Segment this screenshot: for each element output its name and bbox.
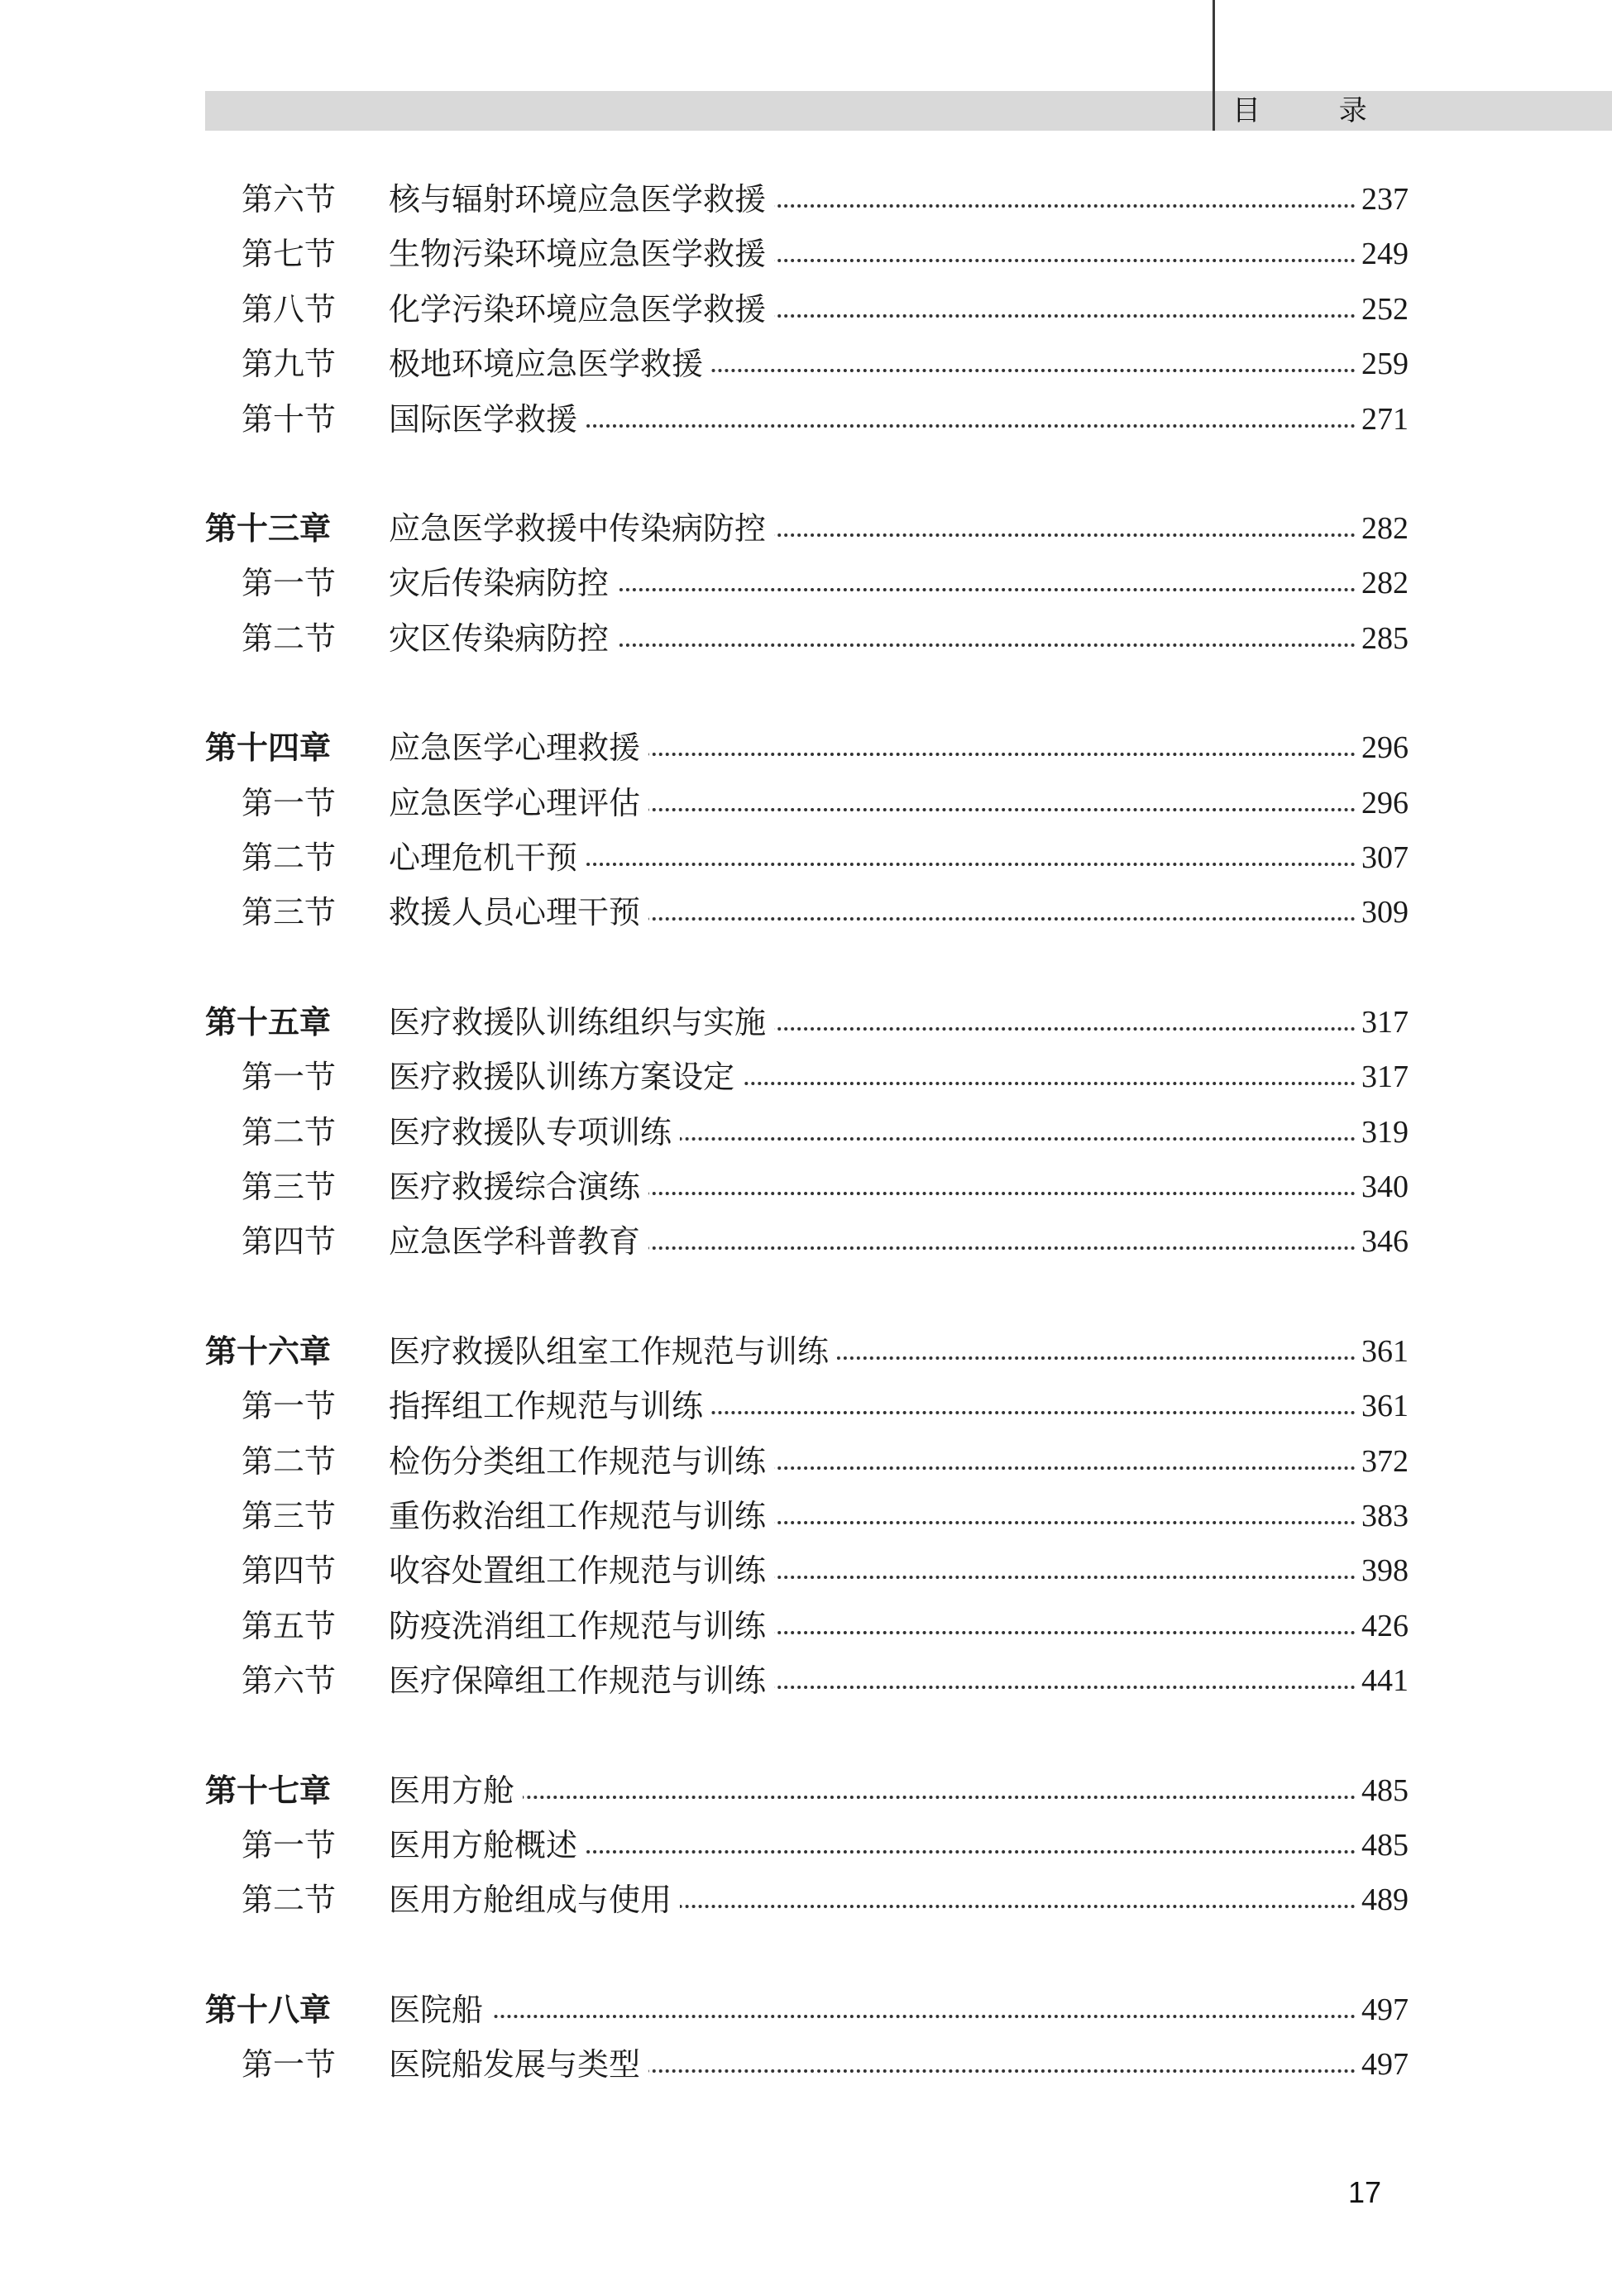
toc-entry-title: 防疫洗消组工作规范与训练 <box>389 1601 774 1651</box>
toc-section-entry[interactable] <box>0 1601 1612 1651</box>
toc-section-entry[interactable] <box>0 1656 1612 1705</box>
toc-entry-number: 第八节 <box>242 291 337 328</box>
toc-entry-page: 361 <box>1358 1327 1419 1376</box>
toc-entry-page: 271 <box>1358 395 1419 444</box>
toc-section-entry[interactable] <box>0 1381 1612 1431</box>
toc-entry-title: 医疗救援综合演练 <box>389 1162 648 1212</box>
toc-entry-page: 340 <box>1358 1162 1419 1212</box>
toc-entry-number: 第六节 <box>242 1662 337 1699</box>
toc-entry-title: 极地环境应急医学救援 <box>389 339 711 389</box>
toc-section-entry[interactable] <box>0 229 1612 279</box>
toc-entry-page: 317 <box>1358 1052 1419 1102</box>
toc-section-entry[interactable] <box>0 339 1612 389</box>
toc-entry-number: 第一节 <box>242 785 337 821</box>
toc-entry-page: 249 <box>1358 229 1419 279</box>
toc-entry-title: 化学污染环境应急医学救援 <box>389 285 774 334</box>
toc-entry-title: 重伤救治组工作规范与训练 <box>389 1491 774 1541</box>
toc-entry-page: 296 <box>1358 723 1419 773</box>
toc-entry-page: 259 <box>1358 339 1419 389</box>
toc-entry-number: 第五节 <box>242 1608 337 1644</box>
toc-section-entry[interactable] <box>0 1107 1612 1157</box>
toc-entry-title: 生物污染环境应急医学救援 <box>389 229 774 279</box>
toc-chapter-entry[interactable] <box>0 997 1612 1047</box>
toc-entry-page: 485 <box>1358 1766 1419 1815</box>
toc-section-entry[interactable] <box>0 1052 1612 1102</box>
toc-entry-title: 医用方舱概述 <box>389 1820 586 1870</box>
toc-entry-title: 医院船发展与类型 <box>389 2040 648 2089</box>
toc-entry-page: 485 <box>1358 1820 1419 1870</box>
toc-entry-title: 心理危机干预 <box>389 833 586 883</box>
toc-section-entry[interactable] <box>0 887 1612 937</box>
toc-entry-number: 第二节 <box>242 839 337 876</box>
page-number: 17 <box>1348 2175 1382 2209</box>
toc-entry-page: 282 <box>1358 558 1419 608</box>
toc-section-entry[interactable] <box>0 558 1612 608</box>
toc-entry-number: 第一节 <box>242 1388 337 1424</box>
toc-chapter-entry[interactable] <box>0 1985 1612 2035</box>
toc-entry-page: 309 <box>1358 887 1419 937</box>
toc-entry-title: 应急医学心理评估 <box>389 778 648 828</box>
toc-entry-title: 应急医学心理救援 <box>389 723 648 773</box>
toc-entry-page: 497 <box>1358 1985 1419 2035</box>
toc-entry-title: 灾区传染病防控 <box>389 614 617 663</box>
toc-entry-page: 441 <box>1358 1656 1419 1705</box>
toc-entry-number: 第二节 <box>242 1114 337 1150</box>
toc-entry-number: 第四节 <box>242 1552 337 1589</box>
toc-section-entry[interactable] <box>0 2040 1612 2089</box>
toc-entry-title: 医用方舱组成与使用 <box>389 1875 680 1925</box>
toc-section-entry[interactable] <box>0 1875 1612 1925</box>
toc-leader-dots <box>389 2015 1356 2018</box>
toc-section-entry[interactable] <box>0 833 1612 883</box>
toc-entry-number: 第十五章 <box>205 1003 332 1040</box>
toc-entry-number: 第三节 <box>242 894 337 930</box>
toc-entry-title: 灾后传染病防控 <box>389 558 617 608</box>
toc-entry-page: 307 <box>1358 833 1419 883</box>
toc-entry-title: 国际医学救援 <box>389 395 586 444</box>
toc-entry-page: 237 <box>1358 175 1419 224</box>
toc-entry-number: 第十八章 <box>205 1991 332 2028</box>
toc-entry-title: 医疗保障组工作规范与训练 <box>389 1656 774 1705</box>
toc-entry-title: 医院船 <box>389 1985 491 2035</box>
toc-section-entry[interactable] <box>0 614 1612 663</box>
toc-entry-page: 398 <box>1358 1546 1419 1595</box>
toc-entry-number: 第九节 <box>242 346 337 382</box>
toc-entry-number: 第十节 <box>242 401 337 438</box>
toc-entry-title: 指挥组工作规范与训练 <box>389 1381 711 1431</box>
toc-entry-page: 361 <box>1358 1381 1419 1431</box>
toc-entry-title: 收容处置组工作规范与训练 <box>389 1546 774 1595</box>
toc-section-entry[interactable] <box>0 285 1612 334</box>
toc-entry-number: 第一节 <box>242 1827 337 1863</box>
toc-entry-title: 检伤分类组工作规范与训练 <box>389 1437 774 1486</box>
toc-entry-number: 第六节 <box>242 181 337 218</box>
toc-entry-number: 第十三章 <box>205 509 332 547</box>
toc-section-entry[interactable] <box>0 175 1612 224</box>
toc-chapter-entry[interactable] <box>0 1327 1612 1376</box>
toc-section-entry[interactable] <box>0 395 1612 444</box>
toc-entry-title: 医疗救援队训练方案设定 <box>389 1052 743 1102</box>
toc-entry-number: 第三节 <box>242 1498 337 1534</box>
toc-chapter-entry[interactable] <box>0 1766 1612 1815</box>
toc-entry-number: 第一节 <box>242 1059 337 1095</box>
toc-entry-title: 医疗救援队专项训练 <box>389 1107 680 1157</box>
toc-entry-number: 第一节 <box>242 2046 337 2083</box>
toc-entry-page: 426 <box>1358 1601 1419 1651</box>
toc-section-entry[interactable] <box>0 1546 1612 1595</box>
toc-leader-dots <box>389 1796 1356 1799</box>
toc-section-entry[interactable] <box>0 1820 1612 1870</box>
running-header-title: 目 录 <box>1232 94 1402 127</box>
toc-entry-title: 核与辐射环境应急医学救援 <box>389 175 774 224</box>
toc-entry-page: 383 <box>1358 1491 1419 1541</box>
toc-entry-title: 应急医学救援中传染病防控 <box>389 504 774 553</box>
toc-entry-title: 医用方舱 <box>389 1766 523 1815</box>
toc-entry-page: 497 <box>1358 2040 1419 2089</box>
toc-chapter-entry[interactable] <box>0 504 1612 553</box>
toc-entry-page: 317 <box>1358 997 1419 1047</box>
toc-entry-title: 应急医学科普教育 <box>389 1217 648 1266</box>
toc-entry-page: 252 <box>1358 285 1419 334</box>
toc-entry-number: 第十四章 <box>205 729 332 766</box>
toc-entry-page: 346 <box>1358 1217 1419 1266</box>
toc-entry-title: 医疗救援队组室工作规范与训练 <box>389 1327 837 1376</box>
toc-section-entry[interactable] <box>0 1437 1612 1486</box>
toc-entry-number: 第四节 <box>242 1223 337 1260</box>
toc-section-entry[interactable] <box>0 1162 1612 1212</box>
toc-entry-number: 第十七章 <box>205 1772 332 1809</box>
toc-section-entry[interactable] <box>0 1491 1612 1541</box>
toc-entry-number: 第七节 <box>242 236 337 272</box>
toc-entry-number: 第三节 <box>242 1169 337 1205</box>
toc-entry-number: 第二节 <box>242 620 337 657</box>
toc-entry-number: 第十六章 <box>205 1332 332 1370</box>
toc-section-entry[interactable] <box>0 778 1612 828</box>
toc-entry-page: 372 <box>1358 1437 1419 1486</box>
toc-entry-number: 第一节 <box>242 565 337 601</box>
toc-entry-page: 296 <box>1358 778 1419 828</box>
toc-chapter-entry[interactable] <box>0 723 1612 773</box>
toc-entry-page: 489 <box>1358 1875 1419 1925</box>
toc-entry-page: 319 <box>1358 1107 1419 1157</box>
toc-entry-title: 救援人员心理干预 <box>389 887 648 937</box>
toc-entry-page: 285 <box>1358 614 1419 663</box>
toc-section-entry[interactable] <box>0 1217 1612 1266</box>
toc-entry-number: 第二节 <box>242 1882 337 1918</box>
toc-entry-page: 282 <box>1358 504 1419 553</box>
toc-entry-title: 医疗救援队训练组织与实施 <box>389 997 774 1047</box>
toc-entry-number: 第二节 <box>242 1443 337 1480</box>
